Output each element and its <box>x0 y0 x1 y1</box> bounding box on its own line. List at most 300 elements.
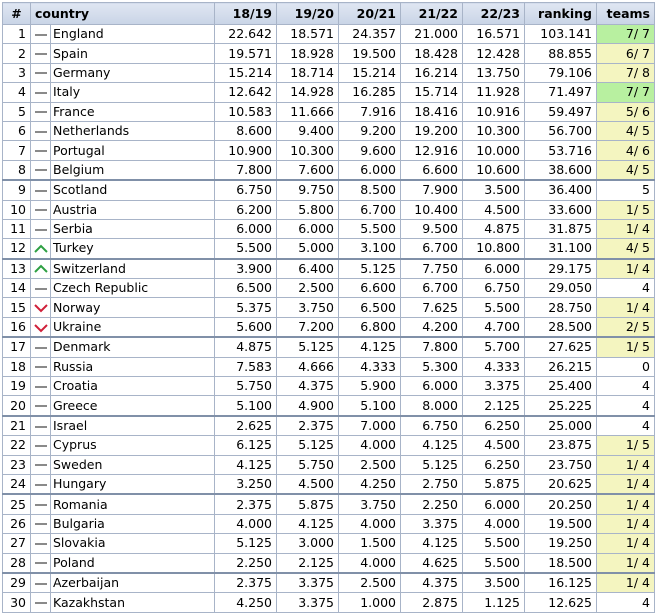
season-1920-value: 5.750 <box>277 455 339 474</box>
trend-same-icon <box>35 53 47 55</box>
trend-same-icon <box>35 484 47 486</box>
season-2223-value: 2.125 <box>463 396 525 416</box>
country-name: Bulgaria <box>51 514 215 533</box>
table-row <box>3 357 655 376</box>
table-row <box>3 553 655 573</box>
header-country[interactable]: country <box>31 3 215 25</box>
teams-value: 6/ 7 <box>597 44 655 63</box>
country-name: Kazakhstan <box>51 593 215 612</box>
trend-cell <box>31 25 51 44</box>
season-2122-value: 5.125 <box>401 455 463 474</box>
ranking-value: 31.100 <box>525 239 597 259</box>
season-2223-value: 10.300 <box>463 121 525 140</box>
trend-same-icon <box>35 131 47 133</box>
season-1819-value: 2.375 <box>215 494 277 514</box>
season-2223-value: 5.500 <box>463 534 525 553</box>
season-1920-value: 5.000 <box>277 239 339 259</box>
season-1819-value: 3.250 <box>215 474 277 494</box>
trend-cell <box>31 474 51 494</box>
season-2021-value: 5.125 <box>339 259 401 279</box>
season-2122-value: 4.200 <box>401 317 463 337</box>
season-2021-value: 5.100 <box>339 396 401 416</box>
header-num[interactable]: # <box>3 3 31 25</box>
trend-same-icon <box>35 543 47 545</box>
rank-number: 16 <box>3 317 31 337</box>
table-row <box>3 514 655 533</box>
season-1920-value: 9.400 <box>277 121 339 140</box>
rank-number: 20 <box>3 396 31 416</box>
country-name: Portugal <box>51 141 215 160</box>
season-2223-value: 10.916 <box>463 102 525 121</box>
season-2122-value: 16.214 <box>401 63 463 82</box>
table-row <box>3 474 655 494</box>
season-2122-value: 6.000 <box>401 377 463 396</box>
ranking-value: 27.625 <box>525 337 597 357</box>
season-2122-value: 2.250 <box>401 494 463 514</box>
table-row <box>3 494 655 514</box>
season-1920-value: 5.125 <box>277 436 339 455</box>
table-row <box>3 298 655 317</box>
header-2223[interactable]: 22/23 <box>463 3 525 25</box>
season-2223-value: 4.500 <box>463 200 525 219</box>
season-2021-value: 5.500 <box>339 219 401 238</box>
trend-same-icon <box>35 347 47 349</box>
rank-number: 4 <box>3 83 31 102</box>
country-name: Israel <box>51 416 215 436</box>
trend-cell <box>31 317 51 337</box>
country-name: Germany <box>51 63 215 82</box>
trend-same-icon <box>35 405 47 407</box>
trend-cell <box>31 102 51 121</box>
ranking-value: 26.215 <box>525 357 597 376</box>
teams-value: 7/ 7 <box>597 83 655 102</box>
season-1920-value: 4.375 <box>277 377 339 396</box>
teams-value: 4 <box>597 396 655 416</box>
season-1819-value: 6.000 <box>215 219 277 238</box>
trend-cell <box>31 83 51 102</box>
season-2223-value: 10.800 <box>463 239 525 259</box>
ranking-value: 59.497 <box>525 102 597 121</box>
ranking-value: 18.500 <box>525 553 597 573</box>
season-2021-value: 7.000 <box>339 416 401 436</box>
rank-number: 3 <box>3 63 31 82</box>
season-1920-value: 10.300 <box>277 141 339 160</box>
rank-number: 13 <box>3 259 31 279</box>
ranking-value: 103.141 <box>525 25 597 44</box>
table-row <box>3 455 655 474</box>
trend-cell <box>31 298 51 317</box>
rank-number: 28 <box>3 553 31 573</box>
season-2122-value: 6.700 <box>401 239 463 259</box>
ranking-value: 20.625 <box>525 474 597 494</box>
season-2021-value: 7.916 <box>339 102 401 121</box>
season-1819-value: 2.625 <box>215 416 277 436</box>
table-row <box>3 219 655 238</box>
table-row <box>3 102 655 121</box>
trend-cell <box>31 219 51 238</box>
table-row <box>3 436 655 455</box>
trend-up-icon <box>34 264 48 274</box>
rank-number: 18 <box>3 357 31 376</box>
trend-same-icon <box>35 34 47 36</box>
season-2223-value: 4.000 <box>463 514 525 533</box>
trend-cell <box>31 259 51 279</box>
table-row <box>3 239 655 259</box>
season-2122-value: 7.625 <box>401 298 463 317</box>
teams-value: 1/ 5 <box>597 200 655 219</box>
teams-value: 4/ 5 <box>597 160 655 180</box>
season-2021-value: 16.285 <box>339 83 401 102</box>
season-2021-value: 9.200 <box>339 121 401 140</box>
season-1819-value: 5.100 <box>215 396 277 416</box>
trend-same-icon <box>35 190 47 192</box>
season-1819-value: 15.214 <box>215 63 277 82</box>
rank-number: 21 <box>3 416 31 436</box>
season-2021-value: 5.900 <box>339 377 401 396</box>
season-2122-value: 7.900 <box>401 180 463 200</box>
season-2122-value: 2.875 <box>401 593 463 612</box>
season-1819-value: 5.750 <box>215 377 277 396</box>
season-2223-value: 3.375 <box>463 377 525 396</box>
season-1819-value: 6.750 <box>215 180 277 200</box>
season-1819-value: 19.571 <box>215 44 277 63</box>
table-row <box>3 259 655 279</box>
rank-number: 27 <box>3 534 31 553</box>
table-row <box>3 121 655 140</box>
season-2223-value: 4.875 <box>463 219 525 238</box>
season-2223-value: 4.333 <box>463 357 525 376</box>
teams-value: 1/ 4 <box>597 219 655 238</box>
teams-value: 4/ 5 <box>597 121 655 140</box>
country-name: Austria <box>51 200 215 219</box>
teams-value: 5/ 6 <box>597 102 655 121</box>
season-1819-value: 10.583 <box>215 102 277 121</box>
season-1920-value: 9.750 <box>277 180 339 200</box>
ranking-value: 28.750 <box>525 298 597 317</box>
header-1819[interactable]: 18/19 <box>215 3 277 25</box>
trend-up-icon <box>34 244 48 254</box>
season-2223-value: 4.700 <box>463 317 525 337</box>
season-2122-value: 6.700 <box>401 279 463 298</box>
header-2021[interactable]: 20/21 <box>339 3 401 25</box>
season-1819-value: 6.500 <box>215 279 277 298</box>
season-2122-value: 4.125 <box>401 436 463 455</box>
trend-cell <box>31 357 51 376</box>
teams-value: 1/ 4 <box>597 298 655 317</box>
teams-value: 1/ 4 <box>597 514 655 533</box>
rank-number: 12 <box>3 239 31 259</box>
season-1920-value: 4.125 <box>277 514 339 533</box>
table-row <box>3 396 655 416</box>
season-2021-value: 1.000 <box>339 593 401 612</box>
table-row <box>3 44 655 63</box>
trend-cell <box>31 396 51 416</box>
teams-value: 7/ 8 <box>597 63 655 82</box>
trend-same-icon <box>35 209 47 211</box>
season-1819-value: 2.250 <box>215 553 277 573</box>
trend-same-icon <box>35 92 47 94</box>
season-2223-value: 5.875 <box>463 474 525 494</box>
trend-cell <box>31 279 51 298</box>
season-2021-value: 4.000 <box>339 514 401 533</box>
rank-number: 9 <box>3 180 31 200</box>
season-1920-value: 3.750 <box>277 298 339 317</box>
teams-value: 1/ 4 <box>597 553 655 573</box>
rank-number: 26 <box>3 514 31 533</box>
season-1819-value: 12.642 <box>215 83 277 102</box>
rank-number: 2 <box>3 44 31 63</box>
teams-value: 1/ 4 <box>597 573 655 593</box>
season-1819-value: 6.200 <box>215 200 277 219</box>
season-2021-value: 19.500 <box>339 44 401 63</box>
table-row <box>3 279 655 298</box>
season-1920-value: 2.500 <box>277 279 339 298</box>
season-2021-value: 6.700 <box>339 200 401 219</box>
country-name: Czech Republic <box>51 279 215 298</box>
rank-number: 19 <box>3 377 31 396</box>
season-2021-value: 3.750 <box>339 494 401 514</box>
trend-same-icon <box>35 288 47 290</box>
season-1920-value: 6.000 <box>277 219 339 238</box>
rank-number: 5 <box>3 102 31 121</box>
ranking-value: 38.600 <box>525 160 597 180</box>
season-1920-value: 11.666 <box>277 102 339 121</box>
teams-value: 1/ 4 <box>597 474 655 494</box>
rank-number: 8 <box>3 160 31 180</box>
season-1819-value: 8.600 <box>215 121 277 140</box>
season-1920-value: 5.125 <box>277 337 339 357</box>
rank-number: 11 <box>3 219 31 238</box>
teams-value: 4 <box>597 593 655 612</box>
trend-same-icon <box>35 464 47 466</box>
season-1920-value: 18.928 <box>277 44 339 63</box>
header-ranking[interactable]: ranking <box>525 3 597 25</box>
season-2223-value: 10.000 <box>463 141 525 160</box>
season-2122-value: 21.000 <box>401 25 463 44</box>
season-2021-value: 4.000 <box>339 553 401 573</box>
table-row <box>3 160 655 180</box>
trend-same-icon <box>35 150 47 152</box>
season-2021-value: 9.600 <box>339 141 401 160</box>
teams-value: 1/ 4 <box>597 455 655 474</box>
season-2122-value: 4.625 <box>401 553 463 573</box>
season-1920-value: 6.400 <box>277 259 339 279</box>
season-2223-value: 13.750 <box>463 63 525 82</box>
country-name: Russia <box>51 357 215 376</box>
country-name: Hungary <box>51 474 215 494</box>
trend-cell <box>31 514 51 533</box>
season-2021-value: 4.250 <box>339 474 401 494</box>
season-2223-value: 5.700 <box>463 337 525 357</box>
rank-number: 25 <box>3 494 31 514</box>
trend-same-icon <box>35 504 47 506</box>
header-1920[interactable]: 19/20 <box>277 3 339 25</box>
trend-same-icon <box>35 602 47 604</box>
rank-number: 17 <box>3 337 31 357</box>
rank-number: 29 <box>3 573 31 593</box>
season-2122-value: 18.416 <box>401 102 463 121</box>
trend-cell <box>31 436 51 455</box>
season-1819-value: 4.875 <box>215 337 277 357</box>
table-row <box>3 200 655 219</box>
season-2122-value: 19.200 <box>401 121 463 140</box>
trend-same-icon <box>35 386 47 388</box>
season-2223-value: 3.500 <box>463 180 525 200</box>
season-1920-value: 4.500 <box>277 474 339 494</box>
ranking-value: 12.625 <box>525 593 597 612</box>
teams-value: 7/ 7 <box>597 25 655 44</box>
season-2021-value: 3.100 <box>339 239 401 259</box>
season-1819-value: 7.583 <box>215 357 277 376</box>
table-row <box>3 317 655 337</box>
season-1920-value: 4.900 <box>277 396 339 416</box>
season-1920-value: 2.125 <box>277 553 339 573</box>
season-2223-value: 6.000 <box>463 494 525 514</box>
ranking-value: 71.497 <box>525 83 597 102</box>
season-2021-value: 6.600 <box>339 279 401 298</box>
country-name: Belgium <box>51 160 215 180</box>
country-name: Netherlands <box>51 121 215 140</box>
trend-same-icon <box>35 583 47 585</box>
season-2223-value: 6.250 <box>463 416 525 436</box>
season-2223-value: 3.500 <box>463 573 525 593</box>
season-2223-value: 5.500 <box>463 553 525 573</box>
season-2122-value: 5.300 <box>401 357 463 376</box>
season-2122-value: 12.916 <box>401 141 463 160</box>
ranking-value: 29.050 <box>525 279 597 298</box>
season-2122-value: 10.400 <box>401 200 463 219</box>
season-2021-value: 15.214 <box>339 63 401 82</box>
season-2021-value: 1.500 <box>339 534 401 553</box>
season-1819-value: 5.375 <box>215 298 277 317</box>
season-2223-value: 1.125 <box>463 593 525 612</box>
season-1819-value: 7.800 <box>215 160 277 180</box>
trend-down-icon <box>34 323 48 333</box>
country-name: Switzerland <box>51 259 215 279</box>
teams-value: 1/ 5 <box>597 436 655 455</box>
table-row <box>3 25 655 44</box>
season-2122-value: 8.000 <box>401 396 463 416</box>
season-2021-value: 4.333 <box>339 357 401 376</box>
season-2122-value: 2.750 <box>401 474 463 494</box>
ranking-value: 56.700 <box>525 121 597 140</box>
season-2122-value: 7.800 <box>401 337 463 357</box>
rank-number: 14 <box>3 279 31 298</box>
season-2122-value: 3.375 <box>401 514 463 533</box>
season-1819-value: 4.250 <box>215 593 277 612</box>
table-row <box>3 593 655 612</box>
season-2021-value: 6.800 <box>339 317 401 337</box>
season-1819-value: 4.125 <box>215 455 277 474</box>
teams-value: 4/ 5 <box>597 239 655 259</box>
table-row <box>3 377 655 396</box>
rank-number: 30 <box>3 593 31 612</box>
header-row <box>3 3 655 25</box>
teams-value: 4 <box>597 416 655 436</box>
season-1819-value: 5.500 <box>215 239 277 259</box>
country-name: Greece <box>51 396 215 416</box>
rank-number: 23 <box>3 455 31 474</box>
country-name: Poland <box>51 553 215 573</box>
ranking-value: 25.000 <box>525 416 597 436</box>
season-1920-value: 7.600 <box>277 160 339 180</box>
season-2223-value: 11.928 <box>463 83 525 102</box>
season-2122-value: 6.600 <box>401 160 463 180</box>
country-name: Serbia <box>51 219 215 238</box>
country-name: Slovakia <box>51 534 215 553</box>
ranking-value: 16.125 <box>525 573 597 593</box>
trend-same-icon <box>35 72 47 74</box>
season-1819-value: 10.900 <box>215 141 277 160</box>
season-1920-value: 5.800 <box>277 200 339 219</box>
season-1920-value: 2.375 <box>277 416 339 436</box>
trend-same-icon <box>35 169 47 171</box>
teams-value: 1/ 4 <box>597 494 655 514</box>
table-row <box>3 337 655 357</box>
country-name: Azerbaijan <box>51 573 215 593</box>
trend-cell <box>31 63 51 82</box>
country-name: Turkey <box>51 239 215 259</box>
trend-cell <box>31 141 51 160</box>
season-1819-value: 5.600 <box>215 317 277 337</box>
trend-cell <box>31 494 51 514</box>
trend-cell <box>31 44 51 63</box>
season-2122-value: 9.500 <box>401 219 463 238</box>
teams-value: 5 <box>597 180 655 200</box>
trend-down-icon <box>34 303 48 313</box>
season-2223-value: 6.750 <box>463 279 525 298</box>
season-2021-value: 4.000 <box>339 436 401 455</box>
season-1920-value: 4.666 <box>277 357 339 376</box>
trend-same-icon <box>35 229 47 231</box>
country-name: France <box>51 102 215 121</box>
trend-cell <box>31 534 51 553</box>
trend-cell <box>31 593 51 612</box>
season-1920-value: 18.714 <box>277 63 339 82</box>
ranking-value: 29.175 <box>525 259 597 279</box>
season-2223-value: 10.600 <box>463 160 525 180</box>
rank-number: 6 <box>3 121 31 140</box>
trend-cell <box>31 337 51 357</box>
season-1920-value: 3.000 <box>277 534 339 553</box>
rank-number: 15 <box>3 298 31 317</box>
season-1819-value: 6.125 <box>215 436 277 455</box>
table-row <box>3 180 655 200</box>
season-2223-value: 4.500 <box>463 436 525 455</box>
rank-number: 7 <box>3 141 31 160</box>
country-name: Romania <box>51 494 215 514</box>
trend-cell <box>31 377 51 396</box>
season-2122-value: 6.750 <box>401 416 463 436</box>
country-name: Norway <box>51 298 215 317</box>
season-2122-value: 15.714 <box>401 83 463 102</box>
ranking-value: 33.600 <box>525 200 597 219</box>
country-name: Spain <box>51 44 215 63</box>
trend-same-icon <box>35 445 47 447</box>
trend-same-icon <box>35 111 47 113</box>
trend-cell <box>31 180 51 200</box>
teams-value: 4 <box>597 377 655 396</box>
season-2223-value: 6.250 <box>463 455 525 474</box>
trend-cell <box>31 455 51 474</box>
header-2122[interactable]: 21/22 <box>401 3 463 25</box>
header-teams[interactable]: teams <box>597 3 655 25</box>
trend-same-icon <box>35 426 47 428</box>
teams-value: 1/ 5 <box>597 337 655 357</box>
ranking-value: 53.716 <box>525 141 597 160</box>
season-1819-value: 4.000 <box>215 514 277 533</box>
season-1819-value: 3.900 <box>215 259 277 279</box>
